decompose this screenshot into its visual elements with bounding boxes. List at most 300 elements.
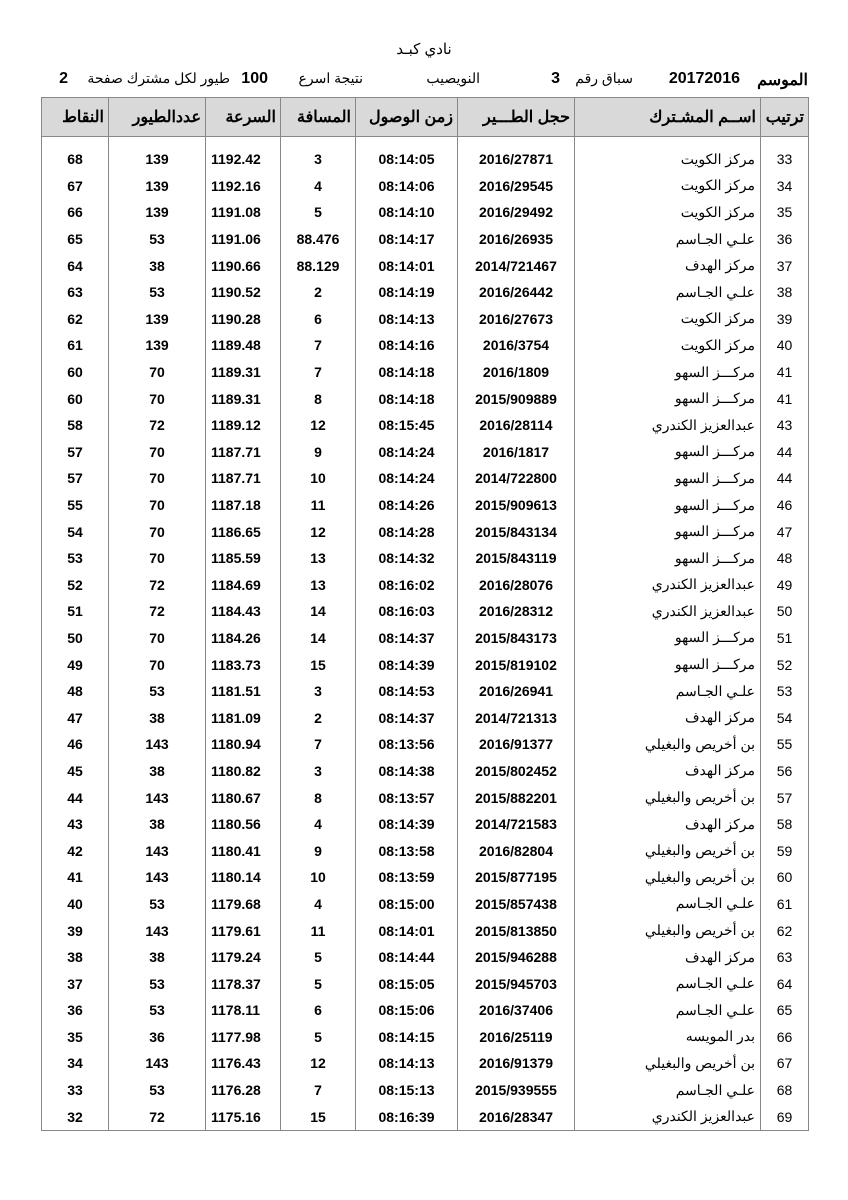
speed-cell: 1176.43 xyxy=(206,1050,281,1077)
speed-cell: 1180.41 xyxy=(206,837,281,864)
table-row xyxy=(42,704,809,731)
member-name-cell: مركز الكويت xyxy=(575,173,761,200)
member-name-cell: مركـــز السهو xyxy=(575,518,761,545)
spacer-cell xyxy=(575,137,761,147)
table-row xyxy=(42,173,809,200)
arrival-time-cell: 08:14:13 xyxy=(356,1050,458,1077)
member-name-cell: مركـــز السهو xyxy=(575,385,761,412)
rank-cell: 37 xyxy=(761,252,809,279)
member-name-cell: بن أخريص والبغيلي xyxy=(575,837,761,864)
ring-number-cell: 2015/882201 xyxy=(458,784,575,811)
arrival-time-cell: 08:14:39 xyxy=(356,811,458,838)
arrival-time-cell: 08:14:32 xyxy=(356,545,458,572)
ring-number-cell: 2015/843173 xyxy=(458,625,575,652)
ring-number-cell: 2016/26442 xyxy=(458,279,575,306)
distance-cell: 6 xyxy=(281,997,356,1024)
points-cell: 53 xyxy=(42,545,109,572)
rank-cell: 41 xyxy=(761,385,809,412)
member-name-cell: مركـــز السهو xyxy=(575,465,761,492)
points-cell: 61 xyxy=(42,332,109,359)
points-cell: 54 xyxy=(42,518,109,545)
bird-count-cell: 143 xyxy=(109,917,206,944)
table-row xyxy=(42,811,809,838)
arrival-time-cell: 08:14:37 xyxy=(356,704,458,731)
table-row xyxy=(42,226,809,253)
speed-cell: 1189.31 xyxy=(206,385,281,412)
ring-number-cell: 2015/819102 xyxy=(458,651,575,678)
speed-cell: 1189.12 xyxy=(206,412,281,439)
ring-number-cell: 2016/1809 xyxy=(458,359,575,386)
ring-number-cell: 2015/877195 xyxy=(458,864,575,891)
col-header-rank: ترتيب xyxy=(761,98,809,137)
table-row xyxy=(42,970,809,997)
col-header-ring: حجل الطـــير xyxy=(458,98,575,137)
result-label: نتيجة اسرع xyxy=(298,70,363,86)
distance-cell: 7 xyxy=(281,1077,356,1104)
spacer-cell xyxy=(42,137,109,147)
arrival-time-cell: 08:15:06 xyxy=(356,997,458,1024)
table-row xyxy=(42,385,809,412)
speed-cell: 1178.11 xyxy=(206,997,281,1024)
ring-number-cell: 2016/3754 xyxy=(458,332,575,359)
speed-cell: 1185.59 xyxy=(206,545,281,572)
points-cell: 36 xyxy=(42,997,109,1024)
arrival-time-cell: 08:14:44 xyxy=(356,944,458,971)
race-meta-line xyxy=(40,70,808,92)
table-row xyxy=(42,492,809,519)
arrival-time-cell: 08:14:39 xyxy=(356,651,458,678)
member-name-cell: عبدالعزيز الكندري xyxy=(575,598,761,625)
bird-count-cell: 139 xyxy=(109,332,206,359)
ring-number-cell: 2015/843134 xyxy=(458,518,575,545)
points-cell: 40 xyxy=(42,891,109,918)
distance-cell: 3 xyxy=(281,146,356,173)
table-row xyxy=(42,146,809,173)
member-name-cell: بن أخريص والبغيلي xyxy=(575,1050,761,1077)
table-row xyxy=(42,864,809,891)
arrival-time-cell: 08:14:01 xyxy=(356,252,458,279)
member-name-cell: مركـــز السهو xyxy=(575,492,761,519)
member-name-cell: مركـــز السهو xyxy=(575,545,761,572)
distance-cell: 12 xyxy=(281,412,356,439)
rank-cell: 52 xyxy=(761,651,809,678)
distance-cell: 8 xyxy=(281,784,356,811)
col-header-arrival: زمن الوصول xyxy=(356,98,458,137)
speed-cell: 1179.24 xyxy=(206,944,281,971)
spacer-cell xyxy=(281,137,356,147)
arrival-time-cell: 08:14:18 xyxy=(356,385,458,412)
bird-count-cell: 70 xyxy=(109,385,206,412)
distance-cell: 5 xyxy=(281,1024,356,1051)
ring-number-cell: 2016/25119 xyxy=(458,1024,575,1051)
table-row xyxy=(42,572,809,599)
points-cell: 38 xyxy=(42,944,109,971)
rank-cell: 66 xyxy=(761,1024,809,1051)
per-member-label: طيور لكل مشترك صفحة xyxy=(87,70,230,86)
arrival-time-cell: 08:14:28 xyxy=(356,518,458,545)
points-cell: 62 xyxy=(42,306,109,333)
bird-count-cell: 139 xyxy=(109,173,206,200)
bird-count-cell: 53 xyxy=(109,997,206,1024)
speed-cell: 1190.28 xyxy=(206,306,281,333)
bird-count-cell: 53 xyxy=(109,279,206,306)
speed-cell: 1187.18 xyxy=(206,492,281,519)
col-header-birds: عددالطيور xyxy=(109,98,206,137)
spacer-cell xyxy=(206,137,281,147)
rank-cell: 34 xyxy=(761,173,809,200)
distance-cell: 2 xyxy=(281,279,356,306)
rank-cell: 63 xyxy=(761,944,809,971)
member-name-cell: بن أخريص والبغيلي xyxy=(575,864,761,891)
points-cell: 63 xyxy=(42,279,109,306)
ring-number-cell: 2016/82804 xyxy=(458,837,575,864)
table-row xyxy=(42,518,809,545)
table-row xyxy=(42,731,809,758)
points-cell: 33 xyxy=(42,1077,109,1104)
bird-count-cell: 38 xyxy=(109,811,206,838)
member-name-cell: مركـــز السهو xyxy=(575,625,761,652)
points-cell: 49 xyxy=(42,651,109,678)
arrival-time-cell: 08:13:56 xyxy=(356,731,458,758)
points-cell: 68 xyxy=(42,146,109,173)
speed-cell: 1184.43 xyxy=(206,598,281,625)
speed-cell: 1192.42 xyxy=(206,146,281,173)
bird-count-cell: 38 xyxy=(109,758,206,785)
member-name-cell: مركـــز السهو xyxy=(575,651,761,678)
arrival-time-cell: 08:14:01 xyxy=(356,917,458,944)
speed-cell: 1191.08 xyxy=(206,199,281,226)
member-name-cell: مركز الهدف xyxy=(575,944,761,971)
results-table xyxy=(41,97,809,1131)
ring-number-cell: 2016/91377 xyxy=(458,731,575,758)
distance-cell: 4 xyxy=(281,173,356,200)
ring-number-cell: 2015/843119 xyxy=(458,545,575,572)
bird-count-cell: 38 xyxy=(109,944,206,971)
arrival-time-cell: 08:14:17 xyxy=(356,226,458,253)
ring-number-cell: 2016/27673 xyxy=(458,306,575,333)
points-cell: 60 xyxy=(42,385,109,412)
bird-count-cell: 70 xyxy=(109,651,206,678)
rank-cell: 46 xyxy=(761,492,809,519)
distance-cell: 11 xyxy=(281,492,356,519)
table-row xyxy=(42,1103,809,1130)
table-row xyxy=(42,651,809,678)
bird-count-cell: 38 xyxy=(109,704,206,731)
rank-cell: 38 xyxy=(761,279,809,306)
speed-cell: 1180.82 xyxy=(206,758,281,785)
ring-number-cell: 2016/28312 xyxy=(458,598,575,625)
member-name-cell: عبدالعزيز الكندري xyxy=(575,572,761,599)
table-header-row xyxy=(42,98,809,137)
distance-cell: 9 xyxy=(281,837,356,864)
rank-cell: 69 xyxy=(761,1103,809,1130)
distance-cell: 88.129 xyxy=(281,252,356,279)
rank-cell: 68 xyxy=(761,1077,809,1104)
rank-cell: 61 xyxy=(761,891,809,918)
table-row xyxy=(42,784,809,811)
distance-cell: 7 xyxy=(281,332,356,359)
distance-cell: 12 xyxy=(281,518,356,545)
bird-count-cell: 139 xyxy=(109,146,206,173)
bird-count-cell: 70 xyxy=(109,439,206,466)
points-cell: 55 xyxy=(42,492,109,519)
ring-number-cell: 2015/802452 xyxy=(458,758,575,785)
bird-count-cell: 143 xyxy=(109,731,206,758)
arrival-time-cell: 08:14:19 xyxy=(356,279,458,306)
member-name-cell: عبدالعزيز الكندري xyxy=(575,1103,761,1130)
speed-cell: 1181.09 xyxy=(206,704,281,731)
points-cell: 48 xyxy=(42,678,109,705)
speed-cell: 1191.06 xyxy=(206,226,281,253)
distance-cell: 4 xyxy=(281,891,356,918)
speed-cell: 1184.69 xyxy=(206,572,281,599)
rank-cell: 40 xyxy=(761,332,809,359)
distance-cell: 5 xyxy=(281,199,356,226)
table-row xyxy=(42,199,809,226)
rank-cell: 47 xyxy=(761,518,809,545)
table-row xyxy=(42,944,809,971)
table-row xyxy=(42,545,809,572)
rank-cell: 59 xyxy=(761,837,809,864)
speed-cell: 1190.66 xyxy=(206,252,281,279)
bird-count-cell: 143 xyxy=(109,1050,206,1077)
table-row xyxy=(42,332,809,359)
col-header-distance: المسافة xyxy=(281,98,356,137)
arrival-time-cell: 08:14:38 xyxy=(356,758,458,785)
col-header-name: اســم المشـترك xyxy=(575,98,761,137)
speed-cell: 1181.51 xyxy=(206,678,281,705)
ring-number-cell: 2015/813850 xyxy=(458,917,575,944)
bird-count-cell: 143 xyxy=(109,864,206,891)
spacer-cell xyxy=(109,137,206,147)
table-row xyxy=(42,917,809,944)
rank-cell: 54 xyxy=(761,704,809,731)
race-number-label: سباق رقم xyxy=(575,70,633,86)
season-value: 20172016 xyxy=(668,70,740,87)
member-name-cell: علـي الجـاسم xyxy=(575,970,761,997)
member-name-cell: مركز الكويت xyxy=(575,306,761,333)
points-cell: 47 xyxy=(42,704,109,731)
member-name-cell: عبدالعزيز الكندري xyxy=(575,412,761,439)
distance-cell: 7 xyxy=(281,731,356,758)
bird-count-cell: 139 xyxy=(109,306,206,333)
points-cell: 57 xyxy=(42,439,109,466)
ring-number-cell: 2016/91379 xyxy=(458,1050,575,1077)
ring-number-cell: 2016/1817 xyxy=(458,439,575,466)
speed-cell: 1180.14 xyxy=(206,864,281,891)
ring-number-cell: 2014/722800 xyxy=(458,465,575,492)
speed-cell: 1176.28 xyxy=(206,1077,281,1104)
points-cell: 43 xyxy=(42,811,109,838)
bird-count-cell: 38 xyxy=(109,252,206,279)
ring-number-cell: 2014/721467 xyxy=(458,252,575,279)
member-name-cell: مركز الهدف xyxy=(575,252,761,279)
table-row xyxy=(42,1077,809,1104)
rank-cell: 58 xyxy=(761,811,809,838)
arrival-time-cell: 08:14:05 xyxy=(356,146,458,173)
season-label: الموسم xyxy=(757,72,808,89)
bird-count-cell: 36 xyxy=(109,1024,206,1051)
rank-cell: 43 xyxy=(761,412,809,439)
speed-cell: 1179.61 xyxy=(206,917,281,944)
spacer-cell xyxy=(761,137,809,147)
speed-cell: 1192.16 xyxy=(206,173,281,200)
rank-cell: 50 xyxy=(761,598,809,625)
points-cell: 51 xyxy=(42,598,109,625)
member-name-cell: مركز الهدف xyxy=(575,704,761,731)
table-row xyxy=(42,359,809,386)
speed-cell: 1184.26 xyxy=(206,625,281,652)
distance-cell: 14 xyxy=(281,598,356,625)
table-row xyxy=(42,837,809,864)
distance-cell: 6 xyxy=(281,306,356,333)
ring-number-cell: 2016/28347 xyxy=(458,1103,575,1130)
bird-count-cell: 70 xyxy=(109,625,206,652)
rank-cell: 60 xyxy=(761,864,809,891)
member-name-cell: علـي الجـاسم xyxy=(575,678,761,705)
speed-cell: 1189.48 xyxy=(206,332,281,359)
points-cell: 46 xyxy=(42,731,109,758)
table-row xyxy=(42,758,809,785)
bird-count-cell: 72 xyxy=(109,572,206,599)
points-cell: 57 xyxy=(42,465,109,492)
distance-cell: 10 xyxy=(281,864,356,891)
rank-cell: 65 xyxy=(761,997,809,1024)
table-row xyxy=(42,598,809,625)
spacer-cell xyxy=(458,137,575,147)
ring-number-cell: 2015/909889 xyxy=(458,385,575,412)
arrival-time-cell: 08:16:03 xyxy=(356,598,458,625)
distance-cell: 8 xyxy=(281,385,356,412)
member-name-cell: بن أخريص والبغيلي xyxy=(575,731,761,758)
arrival-time-cell: 08:13:58 xyxy=(356,837,458,864)
distance-cell: 13 xyxy=(281,545,356,572)
table-row xyxy=(42,1050,809,1077)
bird-count-cell: 139 xyxy=(109,199,206,226)
ring-number-cell: 2016/26935 xyxy=(458,226,575,253)
distance-cell: 3 xyxy=(281,758,356,785)
rank-cell: 67 xyxy=(761,1050,809,1077)
points-cell: 52 xyxy=(42,572,109,599)
rank-cell: 64 xyxy=(761,970,809,997)
arrival-time-cell: 08:14:24 xyxy=(356,439,458,466)
rank-cell: 44 xyxy=(761,465,809,492)
distance-cell: 5 xyxy=(281,970,356,997)
rank-cell: 36 xyxy=(761,226,809,253)
bird-count-cell: 70 xyxy=(109,465,206,492)
distance-cell: 10 xyxy=(281,465,356,492)
arrival-time-cell: 08:14:18 xyxy=(356,359,458,386)
member-name-cell: علـي الجـاسم xyxy=(575,1077,761,1104)
points-cell: 34 xyxy=(42,1050,109,1077)
table-row xyxy=(42,678,809,705)
ring-number-cell: 2014/721583 xyxy=(458,811,575,838)
member-name-cell: مركز الهدف xyxy=(575,758,761,785)
table-row xyxy=(42,439,809,466)
points-cell: 66 xyxy=(42,199,109,226)
ring-number-cell: 2016/29545 xyxy=(458,173,575,200)
rank-cell: 39 xyxy=(761,306,809,333)
speed-cell: 1180.94 xyxy=(206,731,281,758)
club-title: نادي كبـد xyxy=(396,41,452,58)
speed-cell: 1178.37 xyxy=(206,970,281,997)
ring-number-cell: 2016/29492 xyxy=(458,199,575,226)
distance-cell: 5 xyxy=(281,944,356,971)
speed-cell: 1187.71 xyxy=(206,465,281,492)
distance-cell: 12 xyxy=(281,1050,356,1077)
distance-cell: 88.476 xyxy=(281,226,356,253)
member-name-cell: علـي الجـاسم xyxy=(575,226,761,253)
rank-cell: 35 xyxy=(761,199,809,226)
bird-count-cell: 143 xyxy=(109,837,206,864)
arrival-time-cell: 08:15:00 xyxy=(356,891,458,918)
member-name-cell: مركز الكويت xyxy=(575,146,761,173)
arrival-time-cell: 08:15:05 xyxy=(356,970,458,997)
arrival-time-cell: 08:14:53 xyxy=(356,678,458,705)
table-row xyxy=(42,625,809,652)
bird-count-cell: 53 xyxy=(109,891,206,918)
bird-count-cell: 72 xyxy=(109,412,206,439)
points-cell: 37 xyxy=(42,970,109,997)
member-name-cell: مركز الهدف xyxy=(575,811,761,838)
speed-cell: 1177.98 xyxy=(206,1024,281,1051)
arrival-time-cell: 08:14:24 xyxy=(356,465,458,492)
points-cell: 35 xyxy=(42,1024,109,1051)
arrival-time-cell: 08:13:59 xyxy=(356,864,458,891)
arrival-time-cell: 08:15:45 xyxy=(356,412,458,439)
ring-number-cell: 2015/939555 xyxy=(458,1077,575,1104)
table-row xyxy=(42,252,809,279)
col-header-speed: السرعة xyxy=(206,98,281,137)
ring-number-cell: 2015/946288 xyxy=(458,944,575,971)
rank-cell: 44 xyxy=(761,439,809,466)
arrival-time-cell: 08:13:57 xyxy=(356,784,458,811)
distance-cell: 11 xyxy=(281,917,356,944)
member-name-cell: مركـــز السهو xyxy=(575,359,761,386)
rank-cell: 48 xyxy=(761,545,809,572)
race-location: النويصيب xyxy=(426,70,480,86)
speed-cell: 1189.31 xyxy=(206,359,281,386)
spacer-cell xyxy=(356,137,458,147)
header-spacer-row xyxy=(42,137,809,147)
points-cell: 64 xyxy=(42,252,109,279)
ring-number-cell: 2016/28114 xyxy=(458,412,575,439)
race-number: 3 xyxy=(551,70,560,87)
distance-cell: 3 xyxy=(281,678,356,705)
arrival-time-cell: 08:16:39 xyxy=(356,1103,458,1130)
table-row xyxy=(42,1024,809,1051)
ring-number-cell: 2015/945703 xyxy=(458,970,575,997)
page-number: 2 xyxy=(59,70,68,87)
ring-number-cell: 2015/857438 xyxy=(458,891,575,918)
speed-cell: 1180.67 xyxy=(206,784,281,811)
arrival-time-cell: 08:14:16 xyxy=(356,332,458,359)
bird-count-cell: 72 xyxy=(109,598,206,625)
points-cell: 39 xyxy=(42,917,109,944)
rank-cell: 62 xyxy=(761,917,809,944)
member-name-cell: علـي الجـاسم xyxy=(575,891,761,918)
bird-count-cell: 53 xyxy=(109,1077,206,1104)
table-row xyxy=(42,306,809,333)
member-name-cell: علـي الجـاسم xyxy=(575,279,761,306)
rank-cell: 55 xyxy=(761,731,809,758)
speed-cell: 1187.71 xyxy=(206,439,281,466)
arrival-time-cell: 08:14:15 xyxy=(356,1024,458,1051)
bird-count-cell: 53 xyxy=(109,226,206,253)
rank-cell: 41 xyxy=(761,359,809,386)
distance-cell: 4 xyxy=(281,811,356,838)
distance-cell: 15 xyxy=(281,1103,356,1130)
